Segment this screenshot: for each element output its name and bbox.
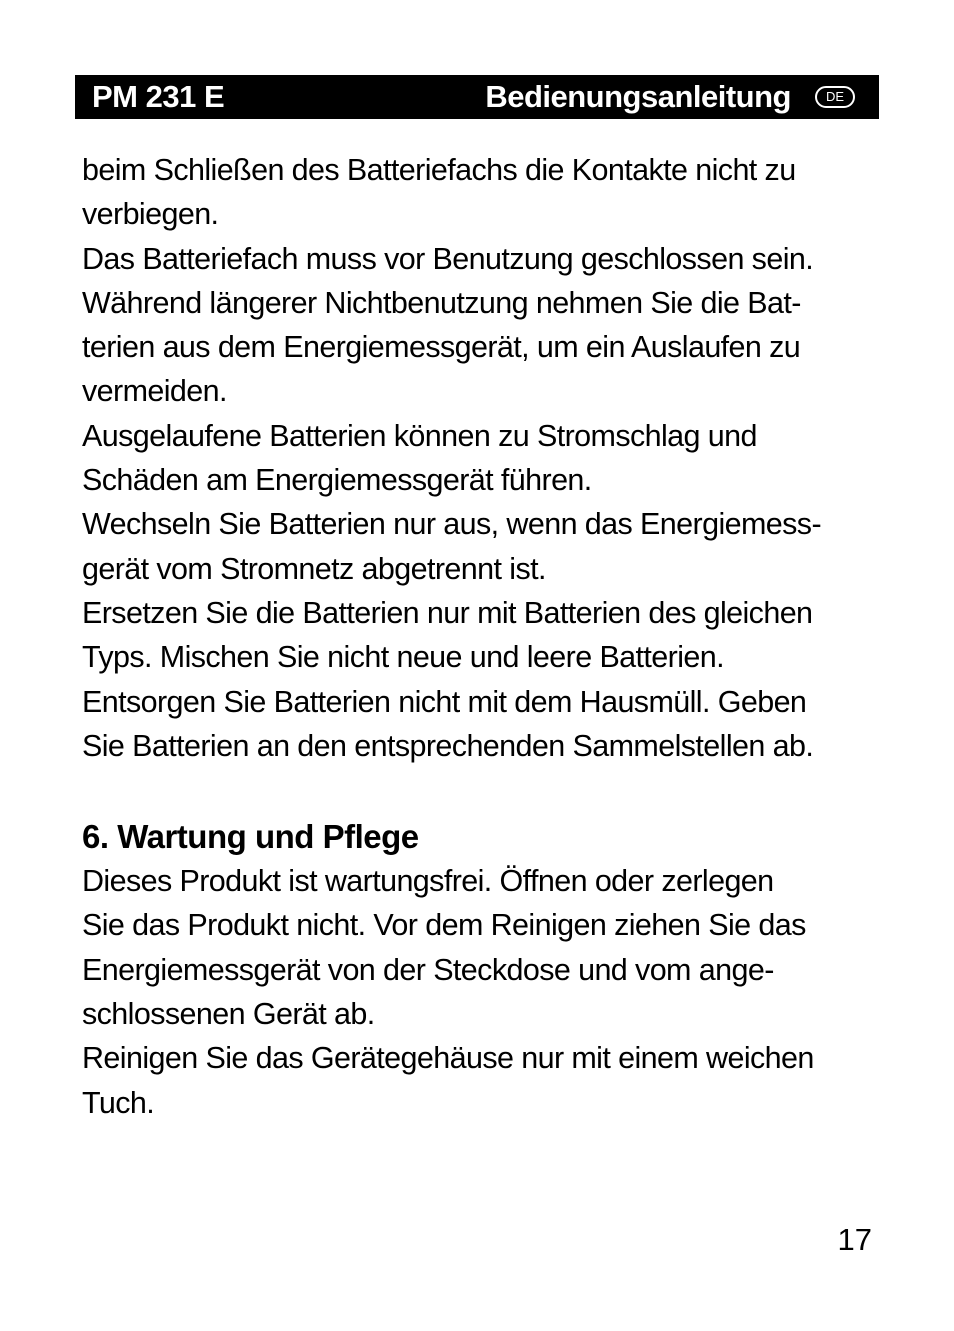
paragraph bbox=[82, 591, 882, 680]
text-line: Das Batteriefach muss vor Benutzung geschlossen sein. bbox=[82, 241, 814, 276]
page-content bbox=[82, 148, 882, 1125]
text-line: Ausgelaufene Batterien können zu Stromschlag und bbox=[82, 418, 757, 453]
text-line: Tuch. bbox=[82, 1085, 155, 1120]
paragraph bbox=[82, 414, 882, 503]
page-header bbox=[75, 75, 879, 119]
section-heading: 6. Wartung und Pflege bbox=[82, 818, 419, 856]
page-number: 17 bbox=[837, 1222, 872, 1257]
text-line: Sie Batterien an den entsprechenden Sammelstellen ab. bbox=[82, 728, 814, 763]
text-line: Typs. Mischen Sie nicht neue und leere Batterien. bbox=[82, 640, 724, 675]
paragraph bbox=[82, 1036, 882, 1125]
text-line: Entsorgen Sie Batterien nicht mit dem Hausmüll. Geben bbox=[82, 684, 807, 719]
paragraph bbox=[82, 502, 882, 591]
text-line: verbiegen. bbox=[82, 197, 219, 232]
text-line: Schäden am Energiemessgerät führen. bbox=[82, 463, 592, 498]
text-line: Sie das Produkt nicht. Vor dem Reinigen ziehen Sie das bbox=[82, 908, 806, 943]
text-line: schlossenen Gerät ab. bbox=[82, 997, 375, 1032]
header-model-name: PM 231 E bbox=[92, 79, 225, 114]
paragraph bbox=[82, 859, 882, 1036]
text-line: beim Schließen des Batteriefachs die Kontakte nicht zu bbox=[82, 153, 796, 187]
text-line: gerät vom Stromnetz abgetrennt ist. bbox=[82, 551, 546, 586]
paragraph bbox=[82, 237, 882, 281]
paragraph bbox=[82, 148, 882, 237]
language-badge: DE bbox=[815, 86, 855, 108]
paragraph bbox=[82, 281, 882, 414]
text-line: Während längerer Nichtbenutzung nehmen Sie die Bat- bbox=[82, 285, 801, 320]
text-line: vermeiden. bbox=[82, 374, 227, 409]
text-line: Ersetzen Sie die Batterien nur mit Batterien des gleichen bbox=[82, 595, 813, 630]
text-line: Dieses Produkt ist wartungsfrei. Öffnen oder zerlegen bbox=[82, 864, 774, 899]
text-line: Reinigen Sie das Gerätegehäuse nur mit einem weichen bbox=[82, 1041, 814, 1076]
paragraph bbox=[82, 680, 882, 769]
text-line: Wechseln Sie Batterien nur aus, wenn das Energiemess- bbox=[82, 507, 822, 542]
text-line: terien aus dem Energiemessgerät, um ein Auslaufen zu bbox=[82, 330, 801, 365]
text-line: Energiemessgerät von der Steckdose und vom ange- bbox=[82, 952, 774, 987]
header-document-title: Bedienungsanleitung bbox=[485, 79, 791, 114]
